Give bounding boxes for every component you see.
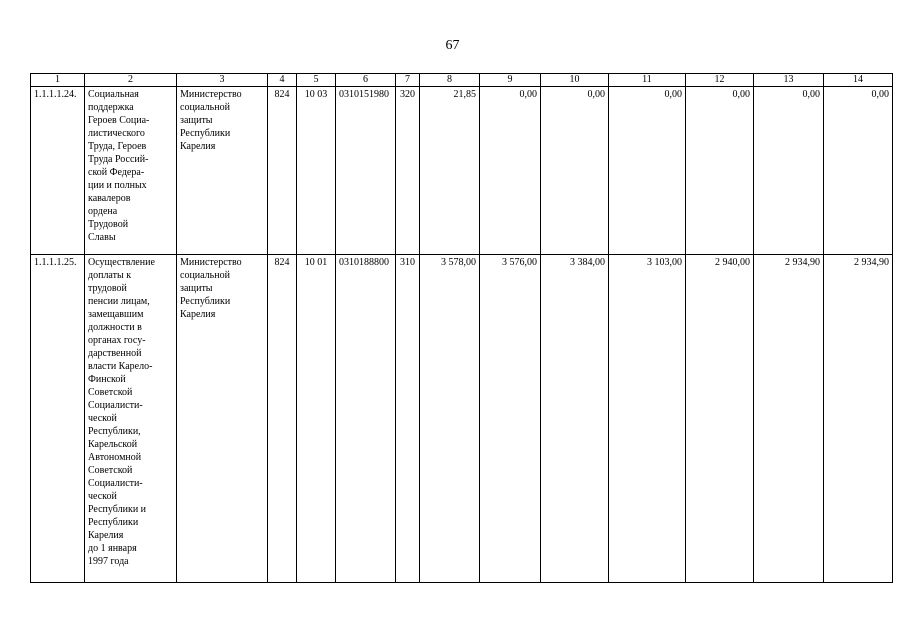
row-value-col13: 2 934,90 [754, 255, 824, 583]
page-number: 67 [445, 38, 460, 53]
row-value-col8: 21,85 [420, 87, 480, 255]
budget-table [30, 73, 893, 583]
column-header: 11 [609, 74, 686, 87]
table-row [31, 255, 893, 583]
column-header: 9 [480, 74, 541, 87]
table-header-row [31, 74, 893, 87]
row-value-col12: 2 940,00 [686, 255, 754, 583]
row-value-col8: 3 578,00 [420, 255, 480, 583]
row-vr-cell: 320 [396, 87, 420, 255]
row-grbs-cell: 824 [268, 255, 297, 583]
column-header: 8 [420, 74, 480, 87]
column-header: 5 [297, 74, 336, 87]
row-value-col14: 0,00 [824, 87, 893, 255]
row-code-cell: 1.1.1.1.25. [31, 255, 85, 583]
row-csr-cell: 0310151980 [336, 87, 396, 255]
row-rzpr-cell: 10 01 [297, 255, 336, 583]
row-value-col11: 0,00 [609, 87, 686, 255]
column-header: 4 [268, 74, 297, 87]
row-value-col10: 0,00 [541, 87, 609, 255]
row-value-col12: 0,00 [686, 87, 754, 255]
row-vr-cell: 310 [396, 255, 420, 583]
column-header: 6 [336, 74, 396, 87]
column-header: 14 [824, 74, 893, 87]
column-header: 1 [31, 74, 85, 87]
row-value-col13: 0,00 [754, 87, 824, 255]
column-header: 3 [177, 74, 268, 87]
row-value-col11: 3 103,00 [609, 255, 686, 583]
row-executor-cell: Министерство социальной защиты Республики Карелия [177, 87, 268, 255]
row-name-cell: Социальная поддержка Героев Социа- листического Труда, Героев Труда Россий- ской Федера- ции и полных кавалеров ордена Трудовой Славы [85, 87, 177, 255]
column-header: 2 [85, 74, 177, 87]
table-row [31, 87, 893, 255]
row-csr-cell: 0310188800 [336, 255, 396, 583]
row-rzpr-cell: 10 03 [297, 87, 336, 255]
row-name-cell: Осуществление доплаты к трудовой пенсии лицам, замещавшим должности в органах госу- дарственной власти Карело- Финской Советской Социалисти- ческой Республики, Карельской Автономной Советской Социалисти- ческой Республики и Республики Карелия до 1 января 1997 года [85, 255, 177, 583]
row-code-cell: 1.1.1.1.24. [31, 87, 85, 255]
row-value-col14: 2 934,90 [824, 255, 893, 583]
row-executor-cell: Министерство социальной защиты Республики Карелия [177, 255, 268, 583]
row-grbs-cell: 824 [268, 87, 297, 255]
column-header: 12 [686, 74, 754, 87]
column-header: 13 [754, 74, 824, 87]
row-value-col9: 3 576,00 [480, 255, 541, 583]
column-header: 7 [396, 74, 420, 87]
column-header: 10 [541, 74, 609, 87]
row-value-col10: 3 384,00 [541, 255, 609, 583]
row-value-col9: 0,00 [480, 87, 541, 255]
